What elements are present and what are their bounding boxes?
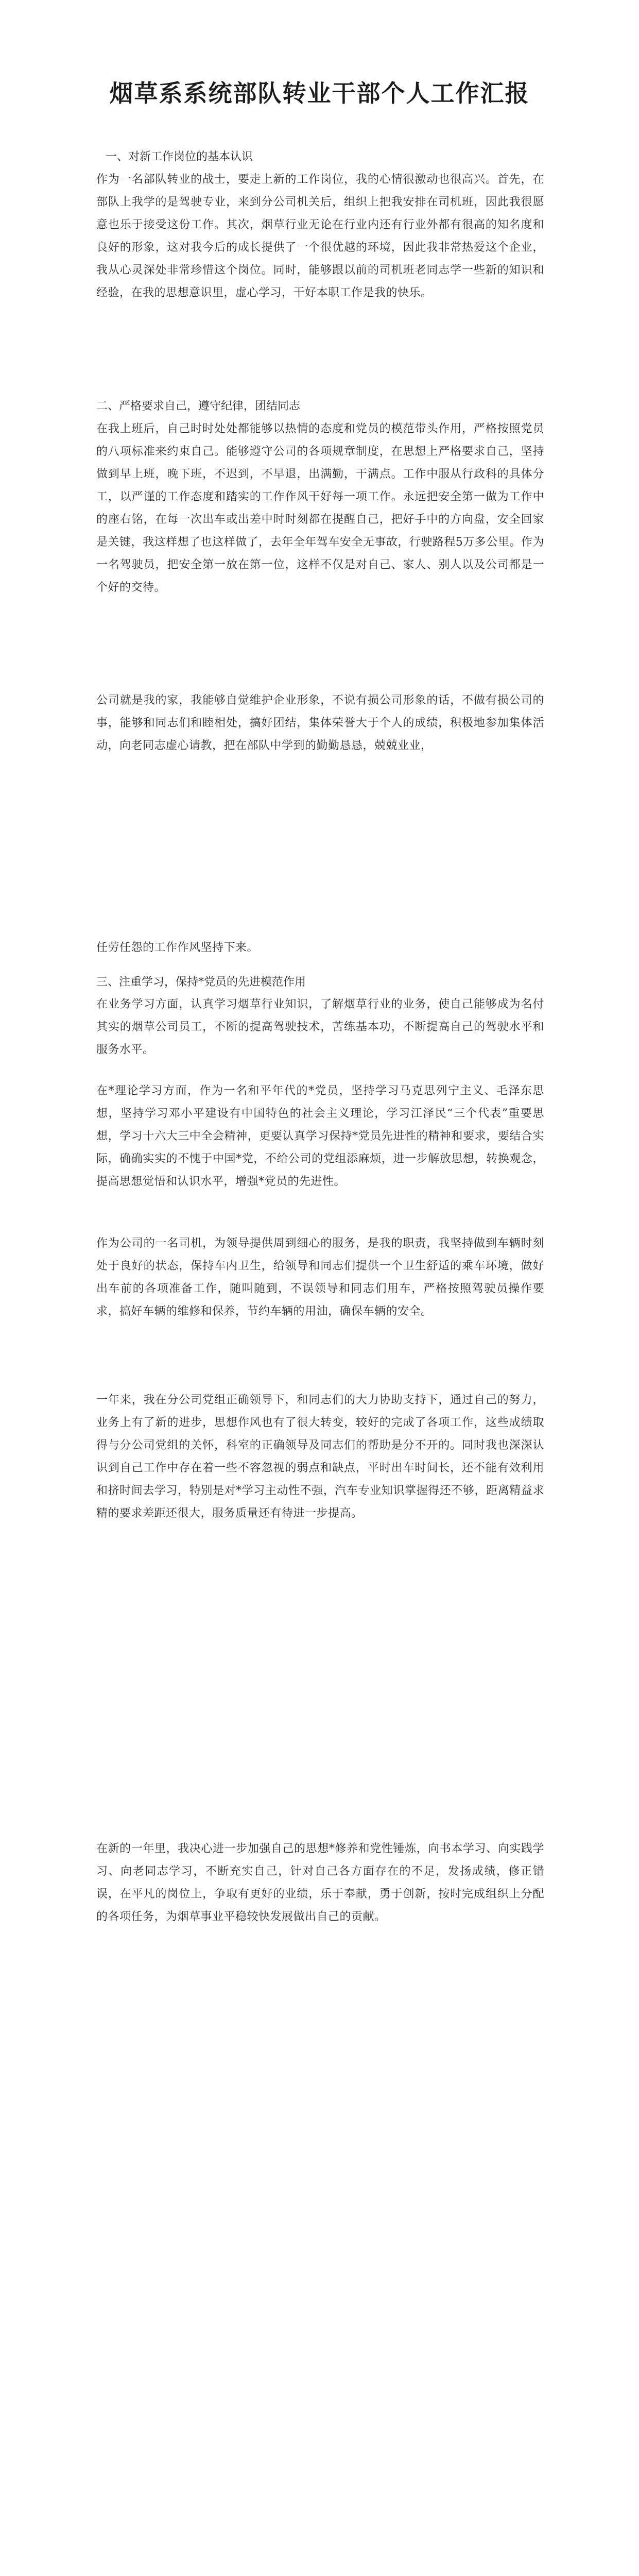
paragraph-1: 作为一名部队转业的战士，要走上新的工作岗位，我的心情很激动也很高兴。首先，在部队上我学的是驾驶专业，来到分公司机关后，组织上把我安排在司机班，因此我很愿意也乐于接受这份工作。其次，烟草行业无论在行业内还有行业外都有很高的知名度和良好的形象，这对我今后的成长提供了一个很优越的环境，因此我非常热爱这个企业，我从心灵深处非常珍惜这个岗位。同时，能够跟以前的司机班老同志学一些新的知识和经验，在我的思想意识里，虚心学习，干好本职工作是我的快乐。 [96, 173, 544, 299]
section-heading-2: 二、严格要求自己，遵守纪律，团结同志 [96, 400, 301, 413]
paragraph-3: 公司就是我的家，我能够自觉维护企业形象，不说有损公司形象的话，不做有损公司的事，能够和同志们和睦相处，搞好团结，集体荣誉大于个人的成绩，积极地参加集体活动，向老同志虚心请教，把在部队中学到的勤勤恳恳，兢兢业业， [96, 694, 544, 752]
paragraph-8: 在新的一年里，我决心进一步加强自己的思想*修养和党性锤炼，向书本学习、向实践学习、向老同志学习，不断充实自己，针对自己各方面存在的不足，发扬成绩，修正错误，在平凡的岗位上，争取有更好的业绩，乐于奉献，勇于创新，按时完成组织上分配的各项任务，为烟草事业平稳较快发展做出自己的贡献。 [96, 1842, 544, 1923]
section-heading-3: 三、注重学习，保持*党员的先进模范作用 [96, 976, 306, 989]
paragraph-3-continued: 任劳任怨的工作作风坚持下来。 [96, 941, 259, 954]
paragraph-5: 在*理论学习方面，作为一名和平年代的*党员，坚持学习马克思列宁主义、毛泽东思想，坚持学习邓小平建设有中国特色的社会主义理论，学习江泽民“三个代表”重要思想，学习十六大三中全会精神，更要认真学习保持*党员先进性的精神和要求，要结合实际，确确实实的不愧于中国*党，不给公司的党组添麻烦，进一步解放思想，转换观念，提高思想觉悟和认识水平，增强*党员的先进性。 [96, 1084, 544, 1188]
document-title: 烟草系系统部队转业干部个人工作汇报 [109, 79, 530, 107]
paragraph-7: 一年来，我在分公司党组正确领导下，和同志们的大力协助支持下，通过自己的努力，业务上有了新的进步，思想作风也有了很大转变，较好的完成了各项工作，这些成绩取得与分公司党组的关怀，科室的正确领导及同志们的帮助是分不开的。同时我也深深认识到自己工作中存在着一些不容忽视的弱点和缺点，平时出车时间长，还不能有效利用和挤时间去学习，特别是对*学习主动性不强，汽车专业知识掌握得还不够，距离精益求精的要求差距还很大，服务质量还有待进一步提高。 [96, 1394, 544, 1520]
paragraph-4: 在业务学习方面，认真学习烟草行业知识，了解烟草行业的业务，使自己能够成为名付其实的烟草公司员工，不断的提高驾驶技术，苦练基本功，不断提高自己的驾驶水平和服务水平。 [96, 998, 544, 1056]
paragraph-2: 在我上班后，自己时时处处都能够以热情的态度和党员的模范带头作用，严格按照党员的八项标准来约束自己。能够遵守公司的各项规章制度，在思想上严格要求自己，坚持做到早上班，晚下班，不迟到，不早退，出满勤，干满点。工作中服从行政科的具体分工，以严谨的工作态度和踏实的工作作风干好每一项工作。永远把安全第一做为工作中的座右铭，在每一次出车或出差中时时刻都在提醒自己，把好手中的方向盘，安全回家是关键，我这样想了也这样做了，去年全年驾车安全无事故，行驶路程5万多公里。作为一名驾驶员，把安全第一放在第一位，这样不仅是对自己、家人、别人以及公司都是一个好的交待。 [96, 422, 544, 594]
paragraph-6: 作为公司的一名司机，为领导提供周到细心的服务，是我的职责，我坚持做到车辆时刻处于良好的状态，保持车内卫生，给领导和同志们提供一个卫生舒适的乘车环境，做好出车前的各项准备工作，随叫随到，不误领导和同志们用车，严格按照驾驶员操作要求，搞好车辆的维修和保养，节约车辆的用油，确保车辆的安全。 [96, 1237, 544, 1318]
section-heading-1: 一、对新工作岗位的基本认识 [106, 150, 253, 163]
